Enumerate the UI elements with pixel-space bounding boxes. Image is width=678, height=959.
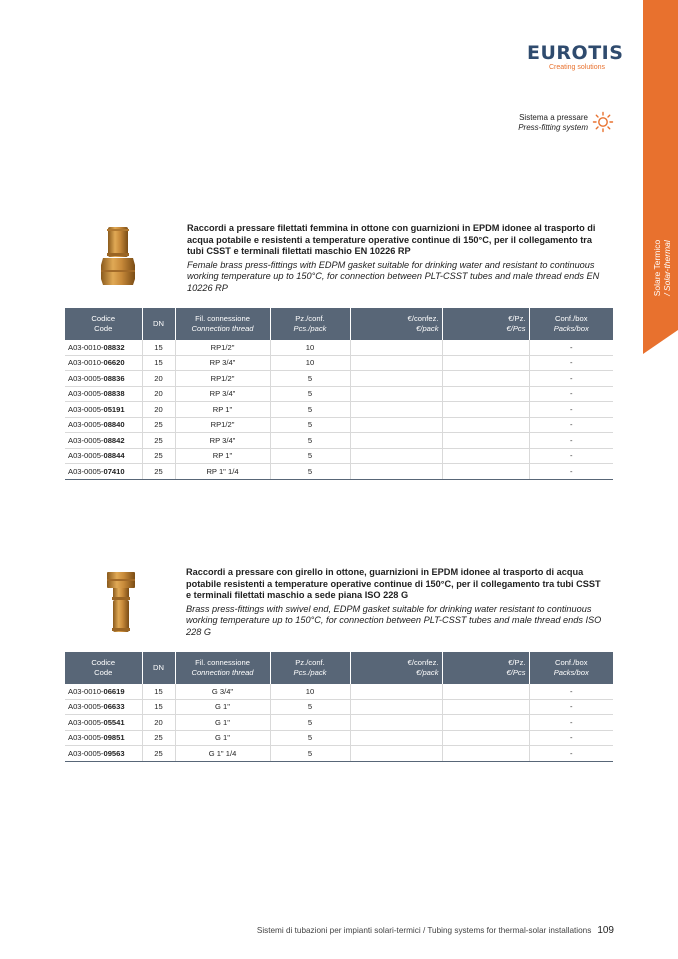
cell-thread: RP 1" <box>175 402 270 418</box>
cell-thread: RP1/2" <box>175 340 270 355</box>
col-header-price-pack: €/confez. €/pack <box>350 652 442 684</box>
cell-box: - <box>529 355 613 371</box>
table-header-row <box>65 308 613 340</box>
col-header-price-pcs: €/Pz. €/Pcs <box>442 308 529 340</box>
cell-dn: 20 <box>142 402 175 418</box>
cell-thread: RP1/2" <box>175 417 270 433</box>
table-row <box>65 402 613 418</box>
cell-dn: 15 <box>142 699 175 715</box>
cell-code: A03-0010-08832 <box>65 340 142 355</box>
cell-code: A03-0005-09851 <box>65 730 142 746</box>
table-row <box>65 340 613 355</box>
cell-price-pcs <box>442 448 529 464</box>
col-header-thread: Fil. connessione Connection thread <box>175 308 270 340</box>
cell-dn: 25 <box>142 417 175 433</box>
cell-pcs: 10 <box>270 355 350 371</box>
table-row <box>65 433 613 449</box>
col-header-dn: DN <box>142 652 175 684</box>
cell-dn: 25 <box>142 433 175 449</box>
table-header-row <box>65 652 613 684</box>
cell-thread: RP 3/4" <box>175 355 270 371</box>
cell-price-pack <box>350 355 442 371</box>
cell-box: - <box>529 699 613 715</box>
cell-price-pack <box>350 684 442 699</box>
section1-description <box>187 223 607 294</box>
cell-dn: 25 <box>142 730 175 746</box>
cell-box: - <box>529 340 613 355</box>
cell-thread: G 1" 1/4 <box>175 746 270 762</box>
cell-pcs: 5 <box>270 371 350 387</box>
cell-code: A03-0005-05541 <box>65 715 142 731</box>
cell-code: A03-0005-08836 <box>65 371 142 387</box>
table-row <box>65 684 613 699</box>
cell-dn: 15 <box>142 340 175 355</box>
cell-price-pcs <box>442 355 529 371</box>
system-label <box>470 113 588 133</box>
logo-tagline: Creating solutions <box>548 64 605 71</box>
cell-price-pack <box>350 699 442 715</box>
section1-desc-en: Female brass press-fittings with EDPM gasket suitable for drinking water and resistant to continuous working temperature up to 150°C, for connection between PLT-CSST tubes and male thread ends EN 10226 RP <box>187 259 600 293</box>
cell-thread: RP 1" 1/4 <box>175 464 270 480</box>
table-row <box>65 355 613 371</box>
col-header-packs-box: Conf./box Packs/box <box>529 652 613 684</box>
table-row <box>65 715 613 731</box>
cell-box: - <box>529 730 613 746</box>
cell-box: - <box>529 746 613 762</box>
table-row <box>65 448 613 464</box>
cell-price-pack <box>350 402 442 418</box>
cell-price-pcs <box>442 433 529 449</box>
cell-price-pcs <box>442 340 529 355</box>
cell-thread: G 1" <box>175 699 270 715</box>
cell-dn: 15 <box>142 355 175 371</box>
cell-thread: G 3/4" <box>175 684 270 699</box>
cell-thread: G 1" <box>175 730 270 746</box>
cell-box: - <box>529 433 613 449</box>
cell-code: A03-0010-06619 <box>65 684 142 699</box>
logo-text: EUROTIS <box>527 42 624 64</box>
cell-code: A03-0010-06620 <box>65 355 142 371</box>
cell-box: - <box>529 715 613 731</box>
cell-thread: G 1" <box>175 715 270 731</box>
cell-box: - <box>529 402 613 418</box>
col-header-price-pack: €/confez. €/pack <box>350 308 442 340</box>
cell-price-pack <box>350 464 442 480</box>
cell-code: A03-0005-05191 <box>65 402 142 418</box>
col-header-packs-box: Conf./box Packs/box <box>529 308 613 340</box>
cell-price-pcs <box>442 746 529 762</box>
cell-thread: RP 1" <box>175 448 270 464</box>
cell-dn: 15 <box>142 684 175 699</box>
cell-thread: RP 3/4" <box>175 433 270 449</box>
cell-price-pcs <box>442 699 529 715</box>
cell-price-pcs <box>442 715 529 731</box>
cell-thread: RP1/2" <box>175 371 270 387</box>
system-label-it: Sistema a pressare <box>519 113 588 122</box>
cell-box: - <box>529 386 613 402</box>
female-fitting-image <box>98 225 138 287</box>
sun-icon <box>592 111 614 133</box>
col-header-dn: DN <box>142 308 175 340</box>
cell-code: A03-0005-08842 <box>65 433 142 449</box>
cell-pcs: 10 <box>270 340 350 355</box>
cell-price-pack <box>350 448 442 464</box>
footer-text: Sistemi di tubazioni per impianti solari-termici / Tubing systems for thermal-solar installations <box>256 926 592 935</box>
cell-code: A03-0005-08844 <box>65 448 142 464</box>
cell-code: A03-0005-08838 <box>65 386 142 402</box>
cell-dn: 25 <box>142 464 175 480</box>
cell-pcs: 10 <box>270 684 350 699</box>
cell-pcs: 5 <box>270 730 350 746</box>
col-header-thread: Fil. connessione Connection thread <box>175 652 270 684</box>
section2-desc-en: Brass press-fittings with swivel end, EDPM gasket suitable for drinking water resistant to continuous working temperature up to 150°C, for connection between PLT-CSST tubes and male thread ends ISO 228 G <box>186 603 602 637</box>
cell-code: A03-0005-06633 <box>65 699 142 715</box>
cell-pcs: 5 <box>270 417 350 433</box>
cell-price-pack <box>350 746 442 762</box>
cell-price-pcs <box>442 402 529 418</box>
cell-pcs: 5 <box>270 715 350 731</box>
cell-pcs: 5 <box>270 386 350 402</box>
cell-dn: 25 <box>142 448 175 464</box>
section1-table <box>65 308 613 480</box>
side-tab-line2: / Solar-thermal <box>662 240 672 296</box>
side-tab-line1: Solare Termico <box>652 239 662 297</box>
cell-dn: 20 <box>142 386 175 402</box>
cell-price-pack <box>350 715 442 731</box>
table-row <box>65 417 613 433</box>
section2-desc-it: Raccordi a pressare con girello in ottone, guarnizioni in EPDM idonee al trasporto di acqua potabile resistenti a temperature operative continue di 150°C, per il collegamento tra tubi CSST e terminali filettati maschio a sede piana ISO 228 G <box>186 567 601 600</box>
cell-price-pcs <box>442 730 529 746</box>
cell-box: - <box>529 371 613 387</box>
cell-dn: 20 <box>142 715 175 731</box>
brand-logo <box>527 42 624 71</box>
cell-pcs: 5 <box>270 746 350 762</box>
cell-code: A03-0005-08840 <box>65 417 142 433</box>
page-number: 109 <box>597 925 614 936</box>
cell-price-pack <box>350 433 442 449</box>
table-row <box>65 464 613 480</box>
side-tab-label <box>652 198 672 338</box>
swivel-fitting-image <box>104 570 138 634</box>
cell-price-pcs <box>442 684 529 699</box>
section2-table <box>65 652 613 762</box>
section1-desc-it: Raccordi a pressare filettati femmina in ottone con guarnizioni in EPDM idonee al trasporto di acqua potabile e resistenti a temperature operative continue di 150°C, per il collegamento tra tubi CSST e terminali filettati maschio EN 10226 RP <box>187 223 596 256</box>
cell-dn: 20 <box>142 371 175 387</box>
cell-box: - <box>529 684 613 699</box>
table-row <box>65 386 613 402</box>
cell-code: A03-0005-07410 <box>65 464 142 480</box>
cell-price-pack <box>350 371 442 387</box>
cell-pcs: 5 <box>270 448 350 464</box>
cell-price-pack <box>350 417 442 433</box>
cell-dn: 25 <box>142 746 175 762</box>
col-header-code: Codice Code <box>65 652 142 684</box>
cell-pcs: 5 <box>270 464 350 480</box>
cell-box: - <box>529 464 613 480</box>
cell-price-pack <box>350 386 442 402</box>
col-header-code: Codice Code <box>65 308 142 340</box>
cell-code: A03-0005-09563 <box>65 746 142 762</box>
cell-price-pcs <box>442 417 529 433</box>
table-row <box>65 730 613 746</box>
col-header-price-pcs: €/Pz. €/Pcs <box>442 652 529 684</box>
section2-description <box>186 567 606 638</box>
cell-price-pack <box>350 340 442 355</box>
cell-price-pcs <box>442 464 529 480</box>
col-header-pcs-pack: Pz./conf. Pcs./pack <box>270 308 350 340</box>
cell-pcs: 5 <box>270 433 350 449</box>
cell-box: - <box>529 417 613 433</box>
cell-pcs: 5 <box>270 402 350 418</box>
col-header-pcs-pack: Pz./conf. Pcs./pack <box>270 652 350 684</box>
cell-price-pack <box>350 730 442 746</box>
cell-thread: RP 3/4" <box>175 386 270 402</box>
cell-price-pcs <box>442 386 529 402</box>
cell-pcs: 5 <box>270 699 350 715</box>
table-row <box>65 699 613 715</box>
system-label-en: Press-fitting system <box>518 123 588 132</box>
cell-box: - <box>529 448 613 464</box>
table-row <box>65 746 613 762</box>
page-footer <box>180 925 614 936</box>
table-row <box>65 371 613 387</box>
cell-price-pcs <box>442 371 529 387</box>
